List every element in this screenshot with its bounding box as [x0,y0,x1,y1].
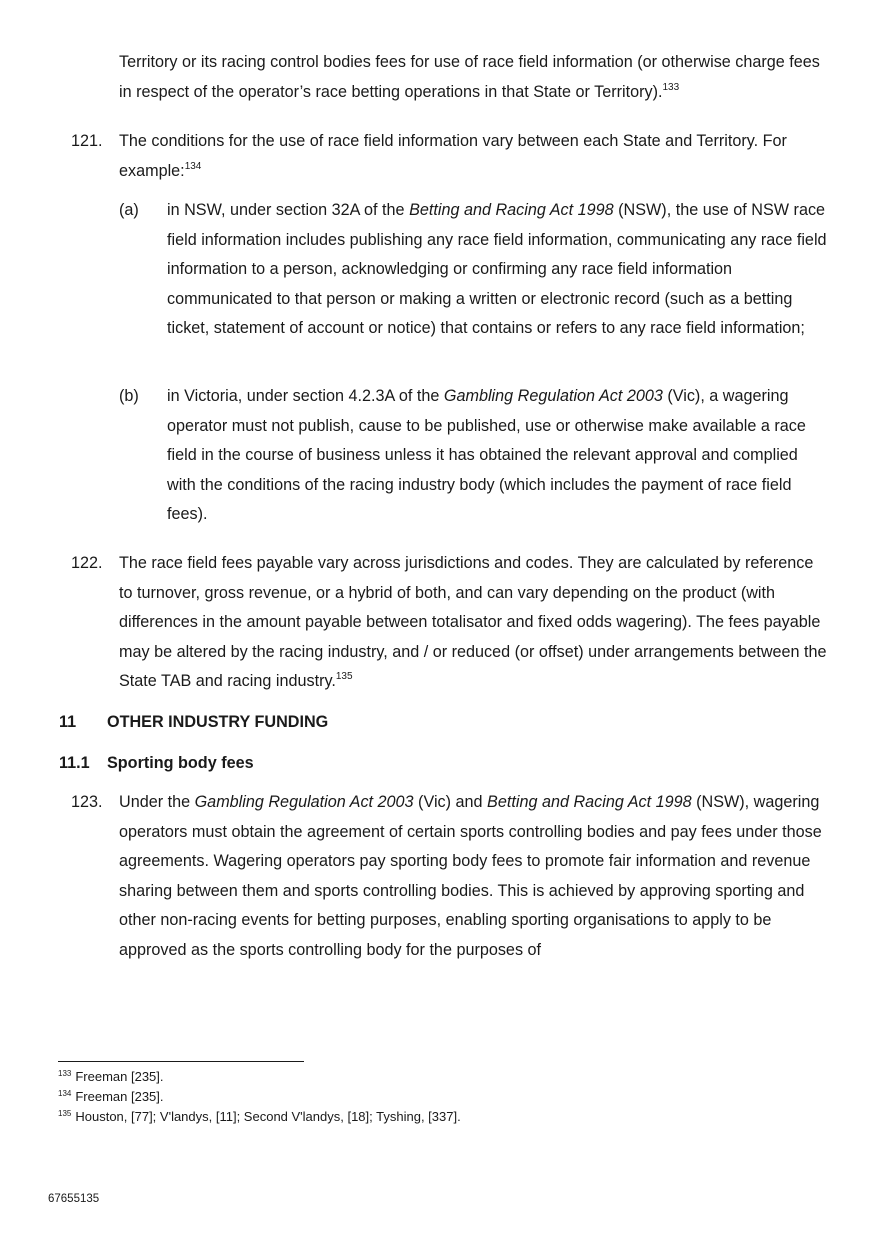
item-b-act-title: Gambling Regulation Act 2003 [443,387,663,405]
para-123-text [119,788,831,965]
item-a-label: (a) [119,201,139,219]
section-11-1-number: 11.1 [59,754,90,772]
footnote-134 [58,1087,164,1107]
item-a-act-title: Betting and Racing Act 1998 [409,201,614,219]
section-11-1-title: Sporting body fees [107,754,254,772]
footnote-number: 134 [58,1089,72,1098]
footnote-ref-135[interactable]: 135 [335,671,353,682]
para-121-number: 121. [71,132,103,150]
footnote-number: 133 [58,1069,72,1078]
footnote-133 [58,1067,164,1087]
item-a-text-before: in NSW, under section 32A of the [167,201,410,219]
carryover-text: Territory or its racing control bodies fees for use of race field information (or otherwise charge fees in respect of the operator’s race betting operations in that State or Territory). [119,53,820,101]
item-a-text-after: (NSW), the use of NSW race field information includes publishing any race field information, communicating any race field information to a person, acknowledging or confirming any race field information communicated to that person or making a written or electronic record (such as a betting ticket, statement of account or notice) that contains or refers to any race field information; [167,201,827,337]
item-b-text [167,382,831,530]
para-121-body: The conditions for the use of race field information vary between each State and Territory. For example: [119,132,787,180]
item-b-label: (b) [119,387,139,405]
item-a-text [167,196,831,344]
para-123-t2: (Vic) and [413,793,488,811]
carryover-paragraph [119,48,831,107]
para-123-act-title-2: Betting and Racing Act 1998 [487,793,692,811]
item-b-text-after: (Vic), a wagering operator must not publish, cause to be published, use or otherwise make available a race field in the course of business unless it has obtained the relevant approval and complied with the conditions of the racing industry body (which includes the payment of race field fees). [167,387,806,523]
footnote-ref-134[interactable]: 134 [184,160,202,172]
footnote-separator [58,1061,304,1062]
para-121-text [119,127,831,186]
footnote-ref-133[interactable]: 133 [662,81,680,93]
section-11-title: OTHER INDUSTRY FUNDING [107,713,329,731]
para-122-number: 122. [71,554,103,572]
para-122-body: The race field fees payable vary across jurisdictions and codes. They are calculated by reference to turnover, gross revenue, or a hybrid of both, and can vary depending on the product (with differences in the amount payable between totalisator and fixed odds wagering). The fees payable may be altered by the racing industry, and / or reduced (or offset) under arrangements between the State TAB and racing industry. [119,554,827,690]
para-123-t1: Under the [119,793,195,811]
item-b-text-before: in Victoria, under section 4.2.3A of the [167,387,444,405]
footnote-text: Freeman [235]. [75,1089,164,1104]
para-123-act-title-1: Gambling Regulation Act 2003 [194,793,414,811]
para-123-number: 123. [71,793,103,811]
para-122-text [119,549,831,697]
footnote-text: Freeman [235]. [75,1069,164,1084]
footnote-135 [58,1107,461,1127]
document-id: 67655135 [48,1193,100,1205]
footnote-text: Houston, [77]; V'landys, [11]; Second V'landys, [18]; Tyshing, [337]. [75,1109,461,1124]
footnote-number: 135 [58,1109,72,1118]
para-123-t3: (NSW), wagering operators must obtain the agreement of certain sports controlling bodies and pay fees under those agreements. Wagering operators pay sporting body fees to promote fair information and revenue sharing between them and sports controlling bodies. This is achieved by approving sporting and other non-racing events for betting purposes, enabling sporting organisations to apply to be approved as the sports controlling body for the purposes of [119,793,822,959]
section-11-number: 11 [59,713,77,731]
